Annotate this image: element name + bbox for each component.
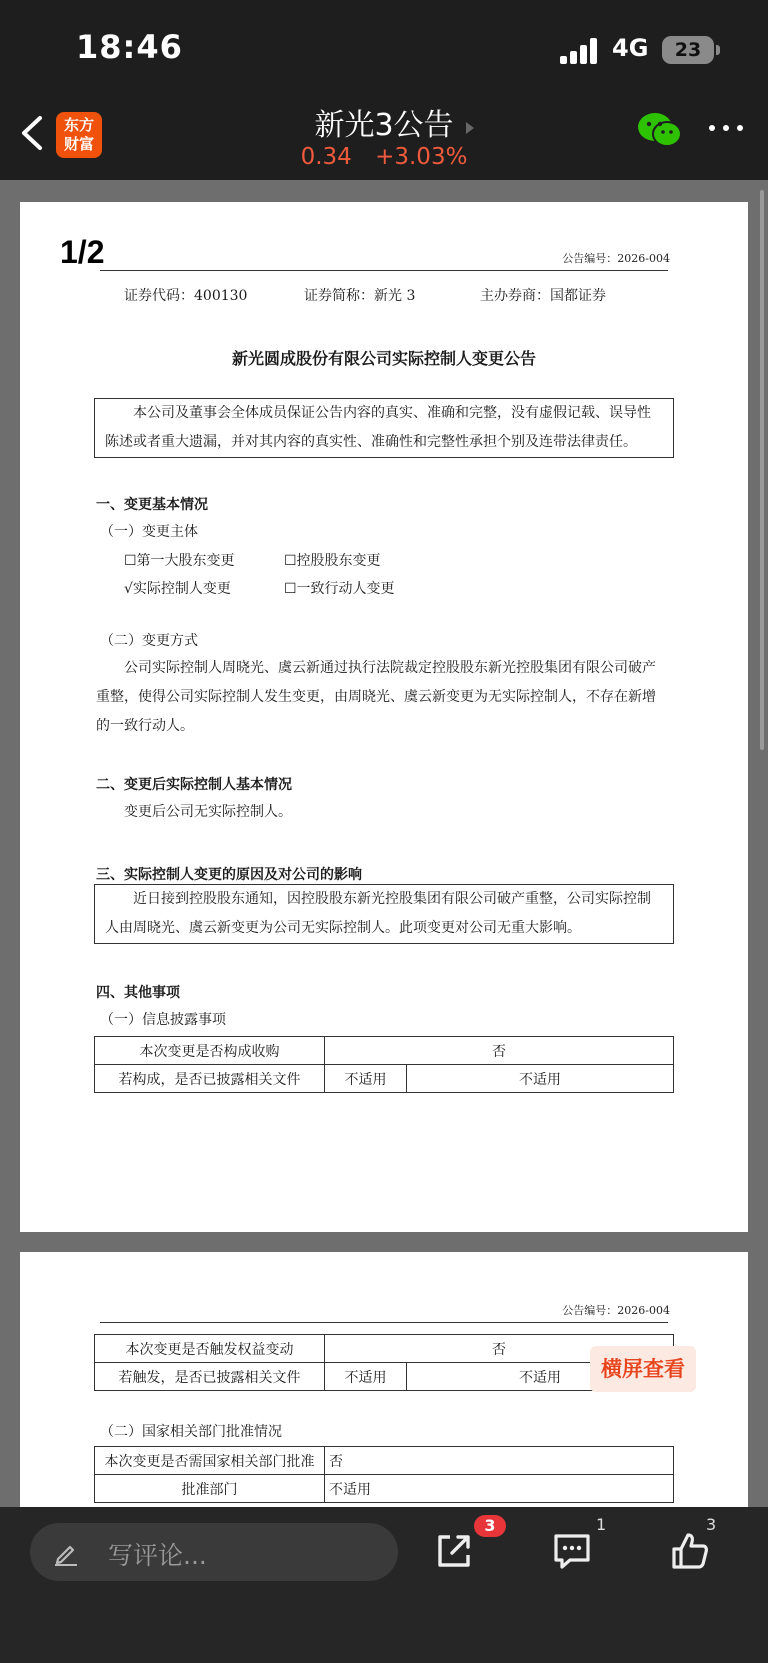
table-cell: 否	[325, 1037, 674, 1065]
stock-price: 0.34	[300, 144, 352, 170]
comment-count: 1	[596, 1515, 607, 1534]
comment-input[interactable]	[30, 1523, 398, 1581]
battery-icon: 23	[662, 36, 714, 64]
signal-icon	[560, 38, 600, 64]
section-3-title: 三、实际控制人变更的原因及对公司的影响	[96, 867, 362, 883]
document-viewer[interactable]	[0, 180, 768, 1507]
section-2-title: 二、变更后实际控制人基本情况	[96, 777, 292, 793]
play-icon	[466, 122, 474, 134]
comment-icon[interactable]	[548, 1527, 596, 1575]
table-cell: 批准部门	[95, 1475, 325, 1503]
header-rule	[100, 270, 668, 271]
like-count: 3	[706, 1515, 717, 1534]
bottom-action-bar	[0, 1507, 768, 1663]
broker: 主办券商：国都证券	[480, 288, 606, 304]
logo-line-1: 东方	[63, 116, 94, 134]
section-1-sub2-text: 公司实际控制人周晓光、虞云新通过执行法院裁定控股股东新光控股集团有限公司破产重整，使得公司实际控制人发生变更，由周晓光、虞云新变更为无实际控制人，不存在新增的一致行动人。	[96, 660, 656, 734]
security-abbr: 证券简称：新光 3	[304, 288, 416, 304]
announcement-number: 公告编号：2026-004	[562, 1304, 670, 1317]
option-controlling-shareholder: ☐控股股东变更	[284, 553, 381, 569]
equity-change-table	[94, 1334, 674, 1391]
disclosure-table	[94, 1036, 674, 1093]
table-cell: 若触发，是否已披露相关文件	[95, 1363, 325, 1391]
status-bar	[0, 0, 768, 92]
stock-title: 新光3公告	[314, 108, 454, 143]
table-cell: 否	[325, 1335, 674, 1363]
document-page-1	[20, 202, 748, 1232]
security-code: 证券代码：400130	[124, 288, 248, 304]
table-cell: 不适用	[407, 1065, 674, 1093]
share-icon[interactable]	[430, 1527, 478, 1575]
option-concert-party: ☐一致行动人变更	[284, 581, 395, 597]
app-header	[0, 92, 768, 180]
announcement-number: 公告编号：2026-004	[562, 252, 670, 265]
approval-table	[94, 1446, 674, 1503]
header-rule	[100, 1322, 668, 1323]
page-indicator: 1/2	[60, 234, 105, 270]
network-type: 4G	[612, 34, 649, 62]
section-3-box: 近日接到控股股东通知，因控股股东新光控股集团有限公司破产重整，公司实际控制人由周晓光、虞云新变更为公司无实际控制人。此项变更对公司无重大影响。	[94, 884, 674, 944]
wechat-icon[interactable]	[636, 110, 684, 150]
landscape-view-button[interactable]: 横屏查看	[590, 1346, 696, 1392]
document-title: 新光圆成股份有限公司实际控制人变更公告	[231, 349, 536, 368]
section-1-sub1: （一）变更主体	[100, 524, 198, 540]
section-4-title: 四、其他事项	[96, 985, 180, 1001]
table-cell: 本次变更是否触发权益变动	[95, 1335, 325, 1363]
more-icon[interactable]	[706, 116, 746, 140]
stock-change: +3.03%	[375, 144, 468, 170]
table-cell: 不适用	[325, 1475, 674, 1503]
like-icon[interactable]	[666, 1527, 714, 1575]
section-2-text: 变更后公司无实际控制人。	[124, 804, 292, 820]
section-1-title: 一、变更基本情况	[96, 497, 208, 513]
table-cell: 本次变更是否需国家相关部门批准	[95, 1447, 325, 1475]
option-actual-controller: √实际控制人变更	[124, 581, 231, 597]
logo-line-2: 财富	[63, 135, 94, 153]
table-cell: 本次变更是否构成收购	[95, 1037, 325, 1065]
battery-tip	[716, 45, 720, 55]
section-4-sub2: （二）国家相关部门批准情况	[100, 1424, 282, 1440]
table-cell: 不适用	[325, 1363, 407, 1391]
pen-icon	[52, 1539, 80, 1567]
table-cell: 否	[325, 1447, 674, 1475]
status-time: 18:46	[76, 28, 183, 66]
table-cell: 不适用	[407, 1363, 674, 1391]
section-1-sub2: （二）变更方式	[100, 633, 198, 649]
table-cell: 若构成，是否已披露相关文件	[95, 1065, 325, 1093]
table-cell: 不适用	[325, 1065, 407, 1093]
scrollbar[interactable]	[760, 190, 764, 750]
option-major-shareholder: ☐第一大股东变更	[124, 553, 235, 569]
disclaimer-box: 本公司及董事会全体成员保证公告内容的真实、准确和完整，没有虚假记载、误导性陈述或者重大遗漏，并对其内容的真实性、准确性和完整性承担个别及连带法律责任。	[94, 398, 674, 458]
share-badge: 3	[474, 1515, 506, 1537]
comment-placeholder: 写评论...	[108, 1541, 207, 1570]
section-4-sub1: （一）信息披露事项	[100, 1012, 226, 1028]
